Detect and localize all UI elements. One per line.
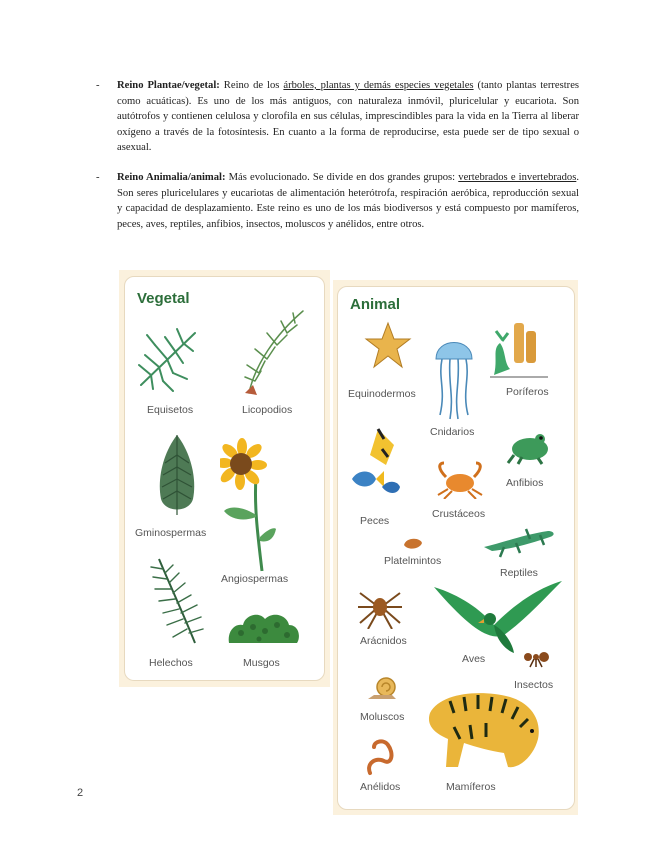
label-platelmintos: Platelmintos — [384, 555, 442, 567]
label-licopodios: Licopodios — [242, 404, 293, 416]
reptiles-illustration — [482, 523, 558, 559]
equisetos-illustration — [133, 321, 207, 395]
label-helechos: Helechos — [149, 657, 193, 669]
label-equinodermos: Equinodermos — [348, 388, 416, 400]
vegetal-panel-frame — [119, 270, 330, 687]
term-plantae: Reino Plantae/vegetal: — [117, 80, 220, 91]
anelidos-illustration — [364, 733, 398, 779]
list-dash: - — [96, 172, 100, 183]
animal-title: Animal — [350, 296, 401, 313]
label-reptiles: Reptiles — [500, 567, 538, 579]
angiospermas-illustration — [220, 437, 276, 573]
label-insectos: Insectos — [514, 679, 554, 691]
peces-illustration — [348, 425, 408, 505]
label-angiospermas: Angiospermas — [221, 573, 289, 585]
platelmintos-illustration — [402, 535, 424, 551]
label-anelidos: Anélidos — [360, 781, 401, 793]
label-peces: Peces — [360, 515, 390, 527]
cnidarios-illustration — [432, 329, 476, 421]
equinodermos-illustration — [364, 321, 412, 369]
vegetal-title: Vegetal — [137, 290, 190, 307]
animal-panel-frame — [333, 280, 578, 815]
label-gimnospermas: Gminospermas — [135, 527, 207, 539]
label-musgos: Musgos — [243, 657, 280, 669]
label-aracnidos: Arácnidos — [360, 635, 407, 647]
label-anfibios: Anfibios — [506, 477, 544, 489]
list-dash: - — [96, 80, 100, 91]
animalia-link[interactable]: vertebrados e invertebrados — [458, 172, 577, 183]
moluscos-illustration — [366, 675, 400, 703]
paragraph-animalia — [96, 170, 579, 232]
label-moluscos: Moluscos — [360, 711, 405, 723]
plantae-text-rest: (tanto plantas terrestres como acuáticas). Es uno de los más antiguos, con naturaleza inmóvil, pluricelular y eucariota. Son autótrofos y contienen celulosa y clorofila en sus células, imprescindibles para la vida en la Tierra al liberar oxígeno a través de la fotosíntesis. En cuanto a la forma de reproducirse, esta puede ser de tipo sexual o asexual. — [117, 80, 580, 153]
label-cnidarios: Cnidarios — [430, 426, 475, 438]
page-number: 2 — [77, 787, 84, 799]
gimnospermas-illustration — [155, 433, 199, 519]
plantae-link[interactable]: árboles, plantas y demás especies vegetales — [283, 80, 474, 91]
plantae-text-pre: Reino de los — [219, 80, 284, 91]
paragraph-plantae — [96, 78, 579, 156]
label-equisetos: Equisetos — [147, 404, 194, 416]
label-crustaceos: Crustáceos — [432, 508, 486, 520]
label-mamiferos: Mamíferos — [446, 781, 496, 793]
helechos-illustration — [139, 553, 205, 647]
mamiferos-illustration — [420, 683, 548, 773]
animal-panel — [337, 286, 575, 810]
licopodios-illustration — [235, 305, 313, 397]
animalia-text-rest: . Son seres pluricelulares y eucariotas de alimentación heterótrofa, respiración aeróbica, reproducción sexual y capacidad de desplazamiento. Este reino es uno de los más biodiversos y está compuesto por mamíferos, peces, aves, reptiles, anfibios, insectos, moluscos y anélidos, entre otros. — [117, 172, 579, 230]
animalia-text-pre: Más evolucionado. Se divide en dos grandes grupos: — [225, 172, 459, 183]
anfibios-illustration — [506, 431, 552, 465]
vegetal-panel — [124, 276, 325, 681]
label-aves: Aves — [462, 653, 486, 665]
musgos-illustration — [225, 609, 301, 649]
term-animalia: Reino Animalia/animal: — [117, 172, 226, 183]
crustaceos-illustration — [434, 459, 486, 499]
aves-illustration — [430, 579, 564, 655]
insectos-illustration — [522, 647, 550, 669]
aracnidos-illustration — [356, 585, 404, 629]
label-poriferos: Poríferos — [506, 386, 549, 398]
poriferos-illustration — [488, 319, 550, 381]
